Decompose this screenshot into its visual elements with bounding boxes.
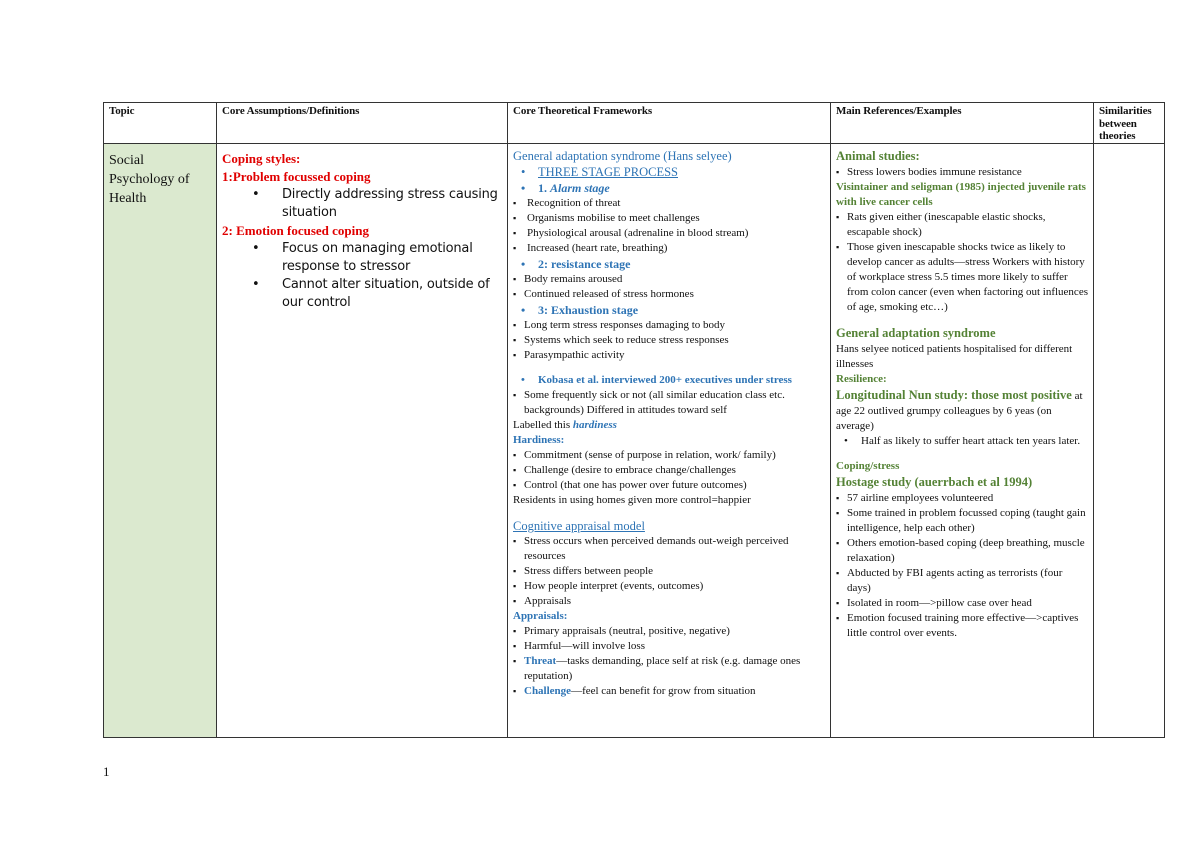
list-item: • Directly addressing stress causing situation xyxy=(222,186,502,222)
visintainer-heading: Visintainer and seligman (1985) injected juvenile rats with live cancer cells xyxy=(836,180,1086,208)
threat-text: —tasks demanding, place self at risk (e.g. damage ones reputation) xyxy=(524,654,801,682)
page-number: 1 xyxy=(103,764,110,779)
list-item: ▪ Primary appraisals (neutral, positive, negative) xyxy=(513,624,825,639)
cognitive-appraisal-heading: Cognitive appraisal model xyxy=(513,518,645,533)
list-item: ▪ Challenge (desire to embrace change/challenges xyxy=(513,463,825,478)
list-item: ▪ Stress occurs when perceived demands out-weigh perceived resources xyxy=(513,534,825,564)
coping-stress-heading: Coping/stress xyxy=(836,459,900,472)
list-item: ▪ Control (that one has power over future outcomes) xyxy=(513,478,825,493)
frameworks-cell xyxy=(508,143,831,737)
challenge-text: —feel can benefit for grow from situation xyxy=(571,684,756,697)
hardiness-word: hardiness xyxy=(572,418,617,431)
list-item: ▪ Systems which seek to reduce stress responses xyxy=(513,333,825,348)
list-item: ▪ 57 airline employees volunteered xyxy=(836,491,1088,506)
header-main-references: Main References/Examples xyxy=(831,103,1094,144)
header-core-assumptions: Core Assumptions/Definitions xyxy=(217,103,508,144)
gas-reference-text: Hans selyee noticed patients hospitalised for different illnesses xyxy=(836,342,1073,370)
exhaustion-stage-heading: • 3: Exhaustion stage xyxy=(513,302,825,318)
labelled-text: Labelled this xyxy=(513,418,573,431)
list-item: ▪ Stress lowers bodies immune resistance xyxy=(836,165,1088,180)
references-cell xyxy=(831,143,1094,737)
emotion-coping-list xyxy=(222,240,502,312)
list-item: ▪ Isolated in room—>pillow case over head xyxy=(836,596,1088,611)
list-item: ▪ Some trained in problem focussed coping (taught gain intelligence, help each other) xyxy=(836,506,1088,536)
list-item: ▪ Long term stress responses damaging to body xyxy=(513,318,825,333)
kobasa-heading: • Kobasa et al. interviewed 200+ executives under stress xyxy=(513,373,825,388)
list-item: ▪ Some frequently sick or not (all similar education class etc. backgrounds) Differed in attitudes toward self xyxy=(513,388,825,418)
assumptions-cell xyxy=(217,143,508,737)
list-item: ▪ How people interpret (events, outcomes) xyxy=(513,579,825,594)
list-item: ▪ Physiological arousal (adrenaline in blood stream) xyxy=(513,226,825,241)
hostage-study-heading: Hostage study (auerrbach et al 1994) xyxy=(836,474,1033,489)
emotion-coping-heading: 2: Emotion focused coping xyxy=(222,222,369,238)
animal-studies-heading: Animal studies: xyxy=(836,148,920,163)
threat-label: Threat xyxy=(524,654,557,667)
header-core-frameworks: Core Theoretical Frameworks xyxy=(508,103,831,144)
list-item: • Cannot alter situation, outside of our control xyxy=(222,276,502,312)
topic-cell xyxy=(104,143,217,737)
list-item: ▪ Rats given either (inescapable elastic shocks, escapable shock) xyxy=(836,210,1088,240)
header-topic: Topic xyxy=(104,103,217,144)
list-item: ▪ Harmful—will involve loss xyxy=(513,639,825,654)
list-item: ▪ Stress differs between people xyxy=(513,564,825,579)
notes-table xyxy=(103,102,1165,738)
alarm-stage-number: 1. xyxy=(538,180,550,195)
list-item: ▪ Appraisals xyxy=(513,594,825,609)
list-item: ▪ Body remains aroused xyxy=(513,272,825,287)
alarm-stage-heading xyxy=(513,180,825,196)
list-item: • Focus on managing emotional response to stressor xyxy=(222,240,502,276)
list-item: • Half as likely to suffer heart attack ten years later. xyxy=(836,434,1088,449)
hardiness-heading: Hardiness: xyxy=(513,433,565,446)
nun-study-text: at age 22 outlived grumpy colleagues by 6 yeas (on average) xyxy=(836,389,1083,432)
nun-study-heading: Longitudinal Nun study: those most positive xyxy=(836,387,1072,402)
alarm-stage-label: Alarm stage xyxy=(550,180,610,195)
content-row xyxy=(104,143,1165,737)
list-item: ▪ Abducted by FBI agents acting as terrorists (four days) xyxy=(836,566,1088,596)
list-item: ▪ Others emotion-based coping (deep breathing, muscle relaxation) xyxy=(836,536,1088,566)
coping-styles-heading: Coping styles: xyxy=(222,150,301,166)
three-stage-label: THREE STAGE PROCESS xyxy=(538,164,678,179)
problem-coping-heading: 1:Problem focussed coping xyxy=(222,168,371,184)
list-item: ▪ Increased (heart rate, breathing) xyxy=(513,241,825,256)
residents-text: Residents in using homes given more control=happier xyxy=(513,493,751,506)
list-item: ▪ Organisms mobilise to meet challenges xyxy=(513,211,825,226)
challenge-label: Challenge xyxy=(524,684,572,697)
threat-item xyxy=(513,654,825,684)
three-stage-heading xyxy=(513,164,825,180)
appraisals-heading: Appraisals: xyxy=(513,609,568,622)
problem-coping-list xyxy=(222,186,502,222)
similarities-cell xyxy=(1094,143,1165,737)
resistance-stage-heading: • 2: resistance stage xyxy=(513,256,825,272)
topic-title: Social Psychology of Health xyxy=(109,152,190,206)
list-item: ▪ Parasympathic activity xyxy=(513,348,825,363)
resilience-heading: Resilience: xyxy=(836,372,887,385)
list-item: ▪ Those given inescapable shocks twice as likely to develop cancer as adults—stress Workers with history of workplace stress 5.5 times more likely to suffer from colon cancer (even when factoring out influences of age, smoking etc…) xyxy=(836,240,1088,315)
gas-reference-heading: General adaptation syndrome xyxy=(836,325,996,340)
challenge-item xyxy=(513,684,825,699)
list-item: ▪ Continued released of stress hormones xyxy=(513,287,825,302)
list-item: ▪ Commitment (sense of purpose in relation, work/ family) xyxy=(513,448,825,463)
header-similarities: Similarities between theories xyxy=(1094,103,1165,144)
header-row xyxy=(104,103,1165,144)
list-item: ▪ Recognition of threat xyxy=(513,196,825,211)
nun-study xyxy=(836,387,1088,434)
gas-heading: General adaptation syndrome (Hans selyee) xyxy=(513,148,732,163)
list-item: ▪ Emotion focused training more effective—>captives little control over events. xyxy=(836,611,1088,641)
labelled-hardiness-line xyxy=(513,418,825,433)
